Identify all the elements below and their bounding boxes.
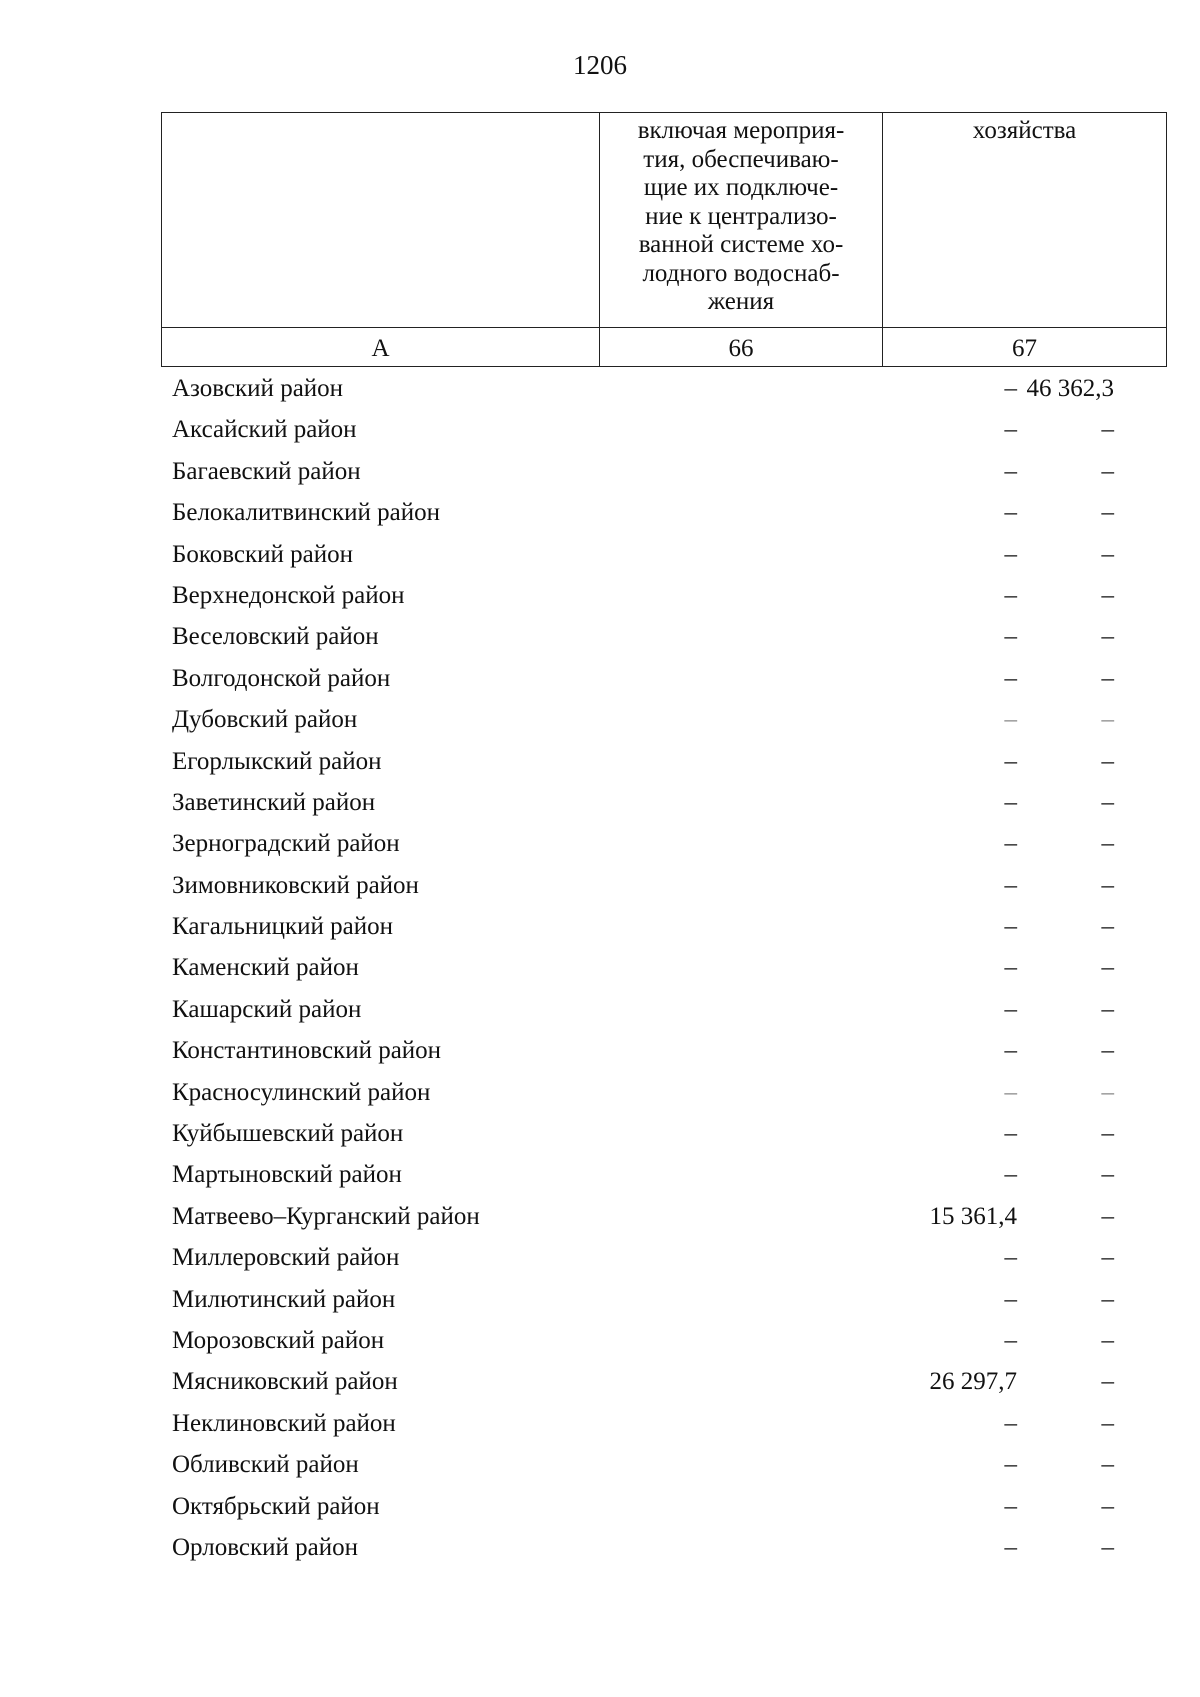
table-row xyxy=(172,658,1118,699)
table-row xyxy=(172,1030,1118,1071)
table-row xyxy=(172,1154,1118,1195)
header-number-row xyxy=(162,328,1167,367)
value-col-66: – xyxy=(1004,871,1017,899)
value-col-66: – xyxy=(1004,1285,1017,1313)
value-col-66: – xyxy=(1004,788,1017,816)
table-row xyxy=(172,1072,1118,1113)
header-col-a-heading xyxy=(162,113,600,328)
value-col-67: – xyxy=(1101,995,1114,1023)
value-col-67: – xyxy=(1101,1202,1114,1230)
value-col-67: – xyxy=(1101,1368,1114,1396)
table-row xyxy=(172,1237,1118,1278)
district-rows xyxy=(172,368,1118,1568)
value-col-67: – xyxy=(1101,747,1114,775)
header-col-66-heading xyxy=(600,113,883,328)
table-row xyxy=(172,1403,1118,1444)
table-row xyxy=(172,906,1118,947)
value-col-66: – xyxy=(1004,1244,1017,1272)
value-col-66: – xyxy=(1004,1492,1017,1520)
value-col-66: – xyxy=(1004,540,1017,568)
district-name: Волгодонской район xyxy=(172,664,391,692)
page-number: 1206 xyxy=(573,50,627,80)
value-col-67: – xyxy=(1101,1533,1114,1561)
value-col-66: – xyxy=(1004,623,1017,651)
value-col-67: – xyxy=(1101,788,1114,816)
table-row xyxy=(172,534,1118,575)
value-col-67: – xyxy=(1101,1161,1114,1189)
value-col-66: – xyxy=(1004,1120,1017,1148)
table-row xyxy=(172,947,1118,988)
value-col-66: – xyxy=(1004,913,1017,941)
table-row xyxy=(172,451,1118,492)
value-col-66: – xyxy=(1004,1409,1017,1437)
table-row xyxy=(172,575,1118,616)
district-name: Кашарский район xyxy=(172,995,362,1023)
district-name: Заветинский район xyxy=(172,788,376,816)
table-row xyxy=(172,1361,1118,1402)
table-row xyxy=(172,409,1118,450)
district-name: Зимовниковский район xyxy=(172,871,419,899)
value-col-67: – xyxy=(1101,1451,1114,1479)
district-name: Аксайский район xyxy=(172,416,357,444)
header-col-67-text: хозяйства xyxy=(972,117,1077,144)
table-row xyxy=(172,1113,1118,1154)
value-col-67: – xyxy=(1101,1492,1114,1520)
district-name: Багаевский район xyxy=(172,457,361,485)
district-name: Матвеево–Курганский район xyxy=(172,1202,480,1230)
table-row xyxy=(172,616,1118,657)
district-name: Константиновский район xyxy=(172,1037,442,1065)
district-name: Зерноградский район xyxy=(172,830,400,858)
value-col-66: – xyxy=(1004,499,1017,527)
district-name: Дубовский район xyxy=(172,706,358,734)
value-col-66: – xyxy=(1004,995,1017,1023)
district-name: Каменский район xyxy=(172,954,359,982)
value-col-67: – xyxy=(1101,457,1114,485)
value-col-67: – xyxy=(1101,581,1114,609)
value-col-66: – xyxy=(1004,1078,1017,1106)
value-col-66: – xyxy=(1004,416,1017,444)
district-name: Морозовский район xyxy=(172,1326,385,1354)
district-name: Октябрьский район xyxy=(172,1492,380,1520)
district-name: Миллеровский район xyxy=(172,1244,400,1272)
table-row xyxy=(172,865,1118,906)
value-col-67: – xyxy=(1101,1037,1114,1065)
table-row xyxy=(172,699,1118,740)
district-name: Кагальницкий район xyxy=(172,913,394,941)
district-name: Обливский район xyxy=(172,1451,359,1479)
table-header xyxy=(161,112,1167,367)
value-col-66: – xyxy=(1004,1037,1017,1065)
district-name: Азовский район xyxy=(172,375,344,402)
value-col-66: 15 361,4 xyxy=(929,1202,1017,1230)
district-name: Красносулинский район xyxy=(172,1078,431,1106)
header-col-66-text: включая мероприя- тия, обеспечиваю- щие их подключе- ние к централизо- ванной системе хо- лодного водоснаб- жения xyxy=(637,117,845,315)
value-col-66: – xyxy=(1004,830,1017,858)
header-col-67-heading xyxy=(883,113,1167,328)
table-row xyxy=(172,1279,1118,1320)
value-col-67: – xyxy=(1101,1120,1114,1148)
value-col-66: – xyxy=(1004,1451,1017,1479)
value-col-66: – xyxy=(1004,457,1017,485)
district-name: Белокалитвинский район xyxy=(172,499,440,527)
value-col-66: – xyxy=(1004,375,1017,402)
value-col-66: – xyxy=(1004,1326,1017,1354)
value-col-67: 46 362,3 xyxy=(1026,375,1114,402)
value-col-67: – xyxy=(1101,1078,1114,1106)
value-col-66: – xyxy=(1004,954,1017,982)
value-col-66: – xyxy=(1004,581,1017,609)
value-col-67: – xyxy=(1101,830,1114,858)
district-name: Боковский район xyxy=(172,540,353,568)
header-col-67-number: 67 xyxy=(883,328,1167,367)
district-name: Мясниковский район xyxy=(172,1368,398,1396)
header-heading-row xyxy=(162,113,1167,328)
table-row xyxy=(172,492,1118,533)
value-col-67: – xyxy=(1101,416,1114,444)
value-col-67: – xyxy=(1101,1409,1114,1437)
header-col-66-number: 66 xyxy=(600,328,883,367)
district-name: Милютинский район xyxy=(172,1285,396,1313)
district-name: Верхнедонской район xyxy=(172,581,405,609)
district-name: Мартыновский район xyxy=(172,1161,402,1189)
value-col-66: – xyxy=(1004,1161,1017,1189)
header-col-a-number: А xyxy=(162,328,600,367)
table-row xyxy=(172,368,1118,409)
table-row xyxy=(172,782,1118,823)
table-row xyxy=(172,1444,1118,1485)
district-name: Егорлыкский район xyxy=(172,747,382,775)
value-col-66: – xyxy=(1004,706,1017,734)
value-col-67: – xyxy=(1101,1244,1114,1272)
table-row xyxy=(172,741,1118,782)
value-col-67: – xyxy=(1101,954,1114,982)
value-col-67: – xyxy=(1101,706,1114,734)
table-row xyxy=(172,1196,1118,1237)
table-row xyxy=(172,1486,1118,1527)
value-col-67: – xyxy=(1101,623,1114,651)
value-col-66: – xyxy=(1004,1533,1017,1561)
table-row xyxy=(172,1320,1118,1361)
value-col-67: – xyxy=(1101,1326,1114,1354)
value-col-67: – xyxy=(1101,913,1114,941)
table-row xyxy=(172,1527,1118,1568)
district-name: Орловский район xyxy=(172,1533,358,1561)
value-col-67: – xyxy=(1101,499,1114,527)
table-row xyxy=(172,989,1118,1030)
value-col-67: – xyxy=(1101,664,1114,692)
value-col-67: – xyxy=(1101,871,1114,899)
district-name: Веселовский район xyxy=(172,623,379,651)
value-col-67: – xyxy=(1101,1285,1114,1313)
value-col-66: 26 297,7 xyxy=(929,1368,1017,1396)
value-col-67: – xyxy=(1101,540,1114,568)
district-name: Куйбышевский район xyxy=(172,1120,404,1148)
value-col-66: – xyxy=(1004,747,1017,775)
value-col-66: – xyxy=(1004,664,1017,692)
table-row xyxy=(172,823,1118,864)
district-name: Неклиновский район xyxy=(172,1409,396,1437)
